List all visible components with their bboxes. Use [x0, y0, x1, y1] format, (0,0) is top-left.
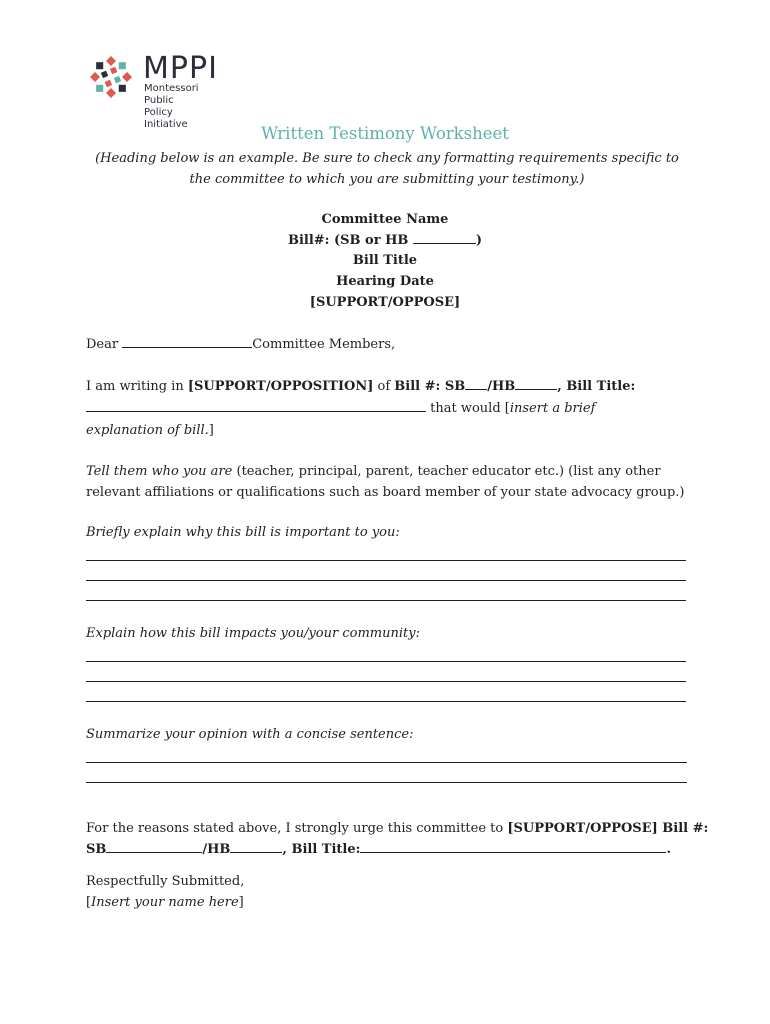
logo-subtitle-line2: Policy Initiative	[144, 107, 188, 130]
intro-close: ]	[208, 423, 214, 438]
salutation-members: Committee Members,	[252, 337, 396, 352]
answer-line	[86, 661, 686, 662]
who-rest: (teacher, principal, parent, teacher educator etc.) (list any other relevant affiliations or qualifications such as board member of your state advocacy group.)	[86, 464, 685, 500]
answer-line	[86, 600, 686, 601]
answer-line	[86, 701, 686, 702]
blank-line	[122, 335, 252, 348]
closing-line-2	[86, 839, 671, 860]
closing-bill-title: , Bill Title:	[282, 842, 361, 857]
document-subtitle: (Heading below is an example. Be sure to check any formatting requirements specific to the committee to which you are submitting your testimony.)	[95, 151, 679, 187]
intro-bill-title: , Bill Title:	[557, 379, 636, 394]
heading-bill	[0, 231, 770, 252]
answer-line	[86, 560, 686, 561]
salutation	[86, 334, 395, 355]
flower-logo-icon	[84, 50, 138, 104]
intro-line-1	[86, 376, 635, 397]
answer-line	[86, 681, 686, 682]
document-title: Written Testimony Worksheet	[261, 124, 509, 143]
answer-line	[86, 580, 686, 581]
intro-insert: insert a brief	[509, 401, 596, 416]
who-paragraph	[86, 461, 686, 503]
heading-bill-suffix: )	[475, 232, 483, 248]
prompt-important: Briefly explain why this bill is important to you:	[86, 525, 400, 540]
intro-explanation: explanation of bill.	[86, 423, 209, 438]
salutation-dear: Dear	[86, 337, 123, 352]
blank-line	[106, 840, 202, 853]
closing-hb: /HB	[202, 842, 231, 857]
signoff-respectfully: Respectfully Submitted,	[86, 874, 245, 889]
intro-bill-sb: Bill #: SB	[394, 379, 466, 394]
closing-position: [SUPPORT/OPPOSE] Bill #:	[507, 821, 709, 836]
heading-committee: Committee Name	[321, 212, 449, 227]
heading-bill-prefix: Bill#: (SB or HB	[287, 232, 413, 248]
answer-line	[86, 782, 687, 783]
blank-line	[465, 377, 487, 390]
intro-position: [SUPPORT/OPPOSITION]	[187, 379, 374, 394]
answer-line	[86, 762, 687, 763]
heading-position: [SUPPORT/OPPOSE]	[309, 294, 461, 310]
intro-bill-hb: /HB	[487, 379, 516, 394]
heading-hearing-date: Hearing Date	[336, 274, 434, 290]
logo-wordmark: MPPI	[143, 51, 218, 86]
signoff-open: [	[86, 895, 92, 910]
blank-line	[86, 399, 426, 412]
closing-line-1	[86, 818, 708, 839]
signoff-name	[86, 892, 244, 913]
intro-line-2	[86, 398, 595, 419]
blank-line	[360, 840, 666, 853]
blank-line	[413, 231, 476, 244]
heading-bill-title: Bill Title	[352, 253, 418, 269]
closing-bill	[86, 842, 671, 857]
who-italic: Tell them who you are	[86, 464, 233, 479]
blank-line	[515, 377, 557, 390]
signoff-insert-name: Insert your name here	[91, 895, 239, 910]
closing-text: For the reasons stated above, I strongly urge this committee to	[86, 821, 508, 836]
closing-period: .	[666, 842, 671, 857]
prompt-impacts: Explain how this bill impacts you/your community:	[86, 626, 420, 641]
intro-of: of	[373, 379, 395, 394]
intro-text: I am writing in	[86, 379, 188, 394]
signoff-close: ]	[238, 895, 244, 910]
closing-sb: SB	[86, 842, 107, 857]
intro-that-would: that would [	[426, 401, 510, 416]
heading-example	[0, 210, 770, 314]
logo-subtitle-line1: Montessori Public	[144, 83, 199, 106]
prompt-summarize: Summarize your opinion with a concise sentence:	[86, 727, 414, 742]
intro-bill	[394, 379, 635, 394]
intro-line-3	[86, 420, 214, 441]
blank-line	[230, 840, 282, 853]
